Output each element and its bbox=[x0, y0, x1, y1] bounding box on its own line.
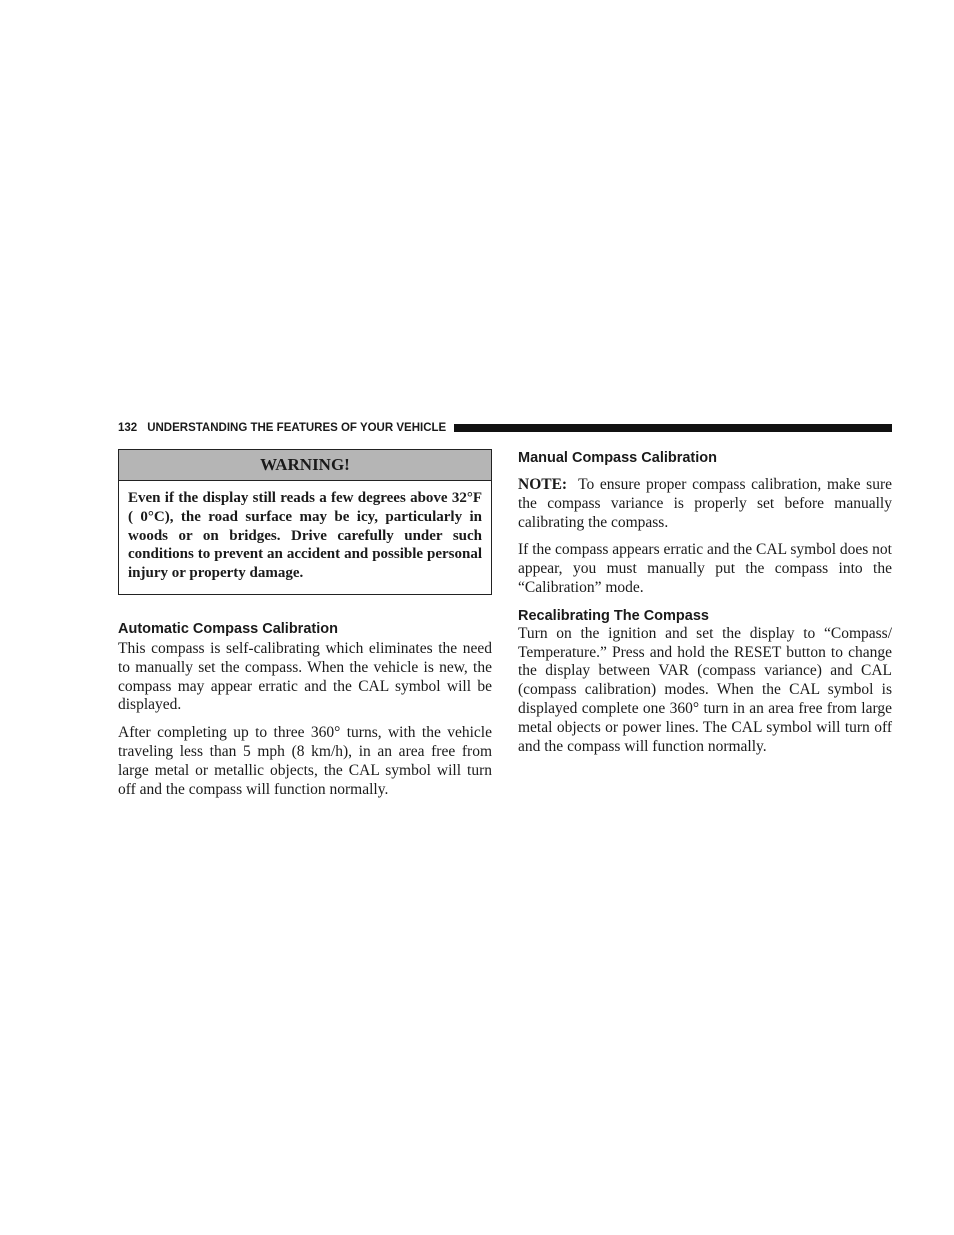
left-column bbox=[118, 449, 492, 799]
warning-text: Even if the display still reads a few degrees above 32°F ( 0°C), the road surface may be icy, particularly in woods or on bridges. Drive carefully under such conditions to prevent an accident and possible personal injury or property damage. bbox=[128, 490, 482, 582]
manual-paragraph: If the compass appears erratic and the CAL symbol does not appear, you must manually put the compass into the “Calibration” mode. bbox=[518, 541, 892, 596]
automatic-paragraph-2: After completing up to three 360° turns, with the vehicle traveling less than 5 mph (8 km/h), in an area free from large metal or metallic objects, the CAL symbol will turn off and the compass will function normally. bbox=[118, 724, 492, 798]
recalibrating-heading: Recalibrating The Compass bbox=[518, 607, 709, 624]
manual-calibration-heading: Manual Compass Calibration bbox=[518, 450, 718, 466]
header-rule bbox=[454, 424, 892, 432]
right-column bbox=[518, 449, 892, 756]
manual-note bbox=[518, 476, 892, 532]
automatic-calibration-heading: Automatic Compass Calibration bbox=[118, 620, 338, 637]
recalibrating-paragraph: Turn on the ignition and set the display to “Compass/ Temperature.” Press and hold the RESET button to change the display between VAR (compass variance) and CAL (compass calibration) modes. When the CAL symbol is displayed complete one 360° turn in an area free from large metal objects or power lines. The CAL symbol will turn off and the compass will function normally. bbox=[518, 624, 892, 755]
section-title: UNDERSTANDING THE FEATURES OF YOUR VEHICLE bbox=[147, 422, 447, 434]
automatic-paragraph-1: This compass is self-calibrating which eliminates the need to manually set the compass. When the vehicle is new, the compass may appear erratic and the CAL symbol will be displayed. bbox=[118, 639, 492, 714]
warning-title: WARNING! bbox=[119, 450, 491, 481]
note-label: NOTE: bbox=[518, 476, 568, 493]
page-number: 132 bbox=[118, 422, 138, 434]
note-text: To ensure proper compass calibration, make sure the compass variance is properly set before manually calibrating the compass. bbox=[518, 476, 892, 531]
page-header bbox=[118, 419, 892, 437]
warning-box bbox=[118, 449, 492, 595]
